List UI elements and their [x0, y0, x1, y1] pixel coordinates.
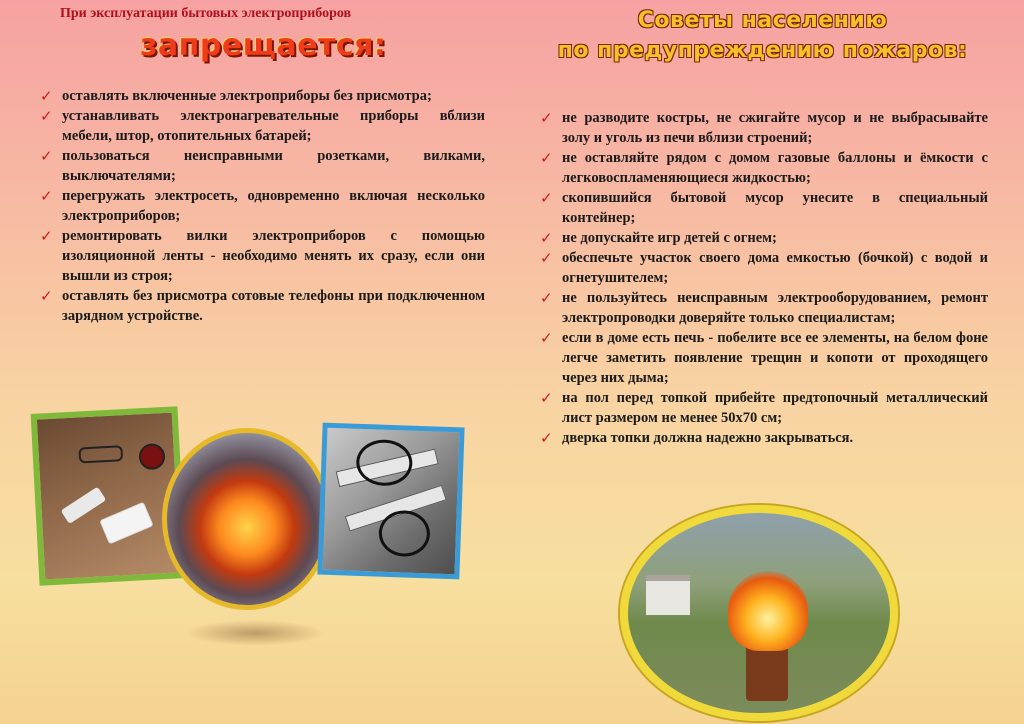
- house-shape: [646, 575, 690, 615]
- list-item: ✓ скопившийся бытовой мусор унесите в специальный контейнер;: [540, 189, 988, 226]
- burning-barrel-photo: [620, 505, 898, 721]
- checkmark-icon: ✓: [540, 329, 553, 347]
- checkmark-icon: ✓: [540, 149, 553, 167]
- list-item: ✓ ремонтировать вилки электроприборов с помощью изоляционной ленты - необходимо менять их сразу, если они вышли из строя;: [40, 227, 485, 284]
- overloaded-socket-photo: [317, 423, 464, 580]
- list-item: ✓ не допускайте игр детей с огнем;: [540, 229, 777, 247]
- list-item: ✓ дверка топки должна надежно закрываться.: [540, 429, 854, 447]
- checkmark-icon: ✓: [40, 227, 53, 245]
- checkmark-icon: ✓: [40, 147, 53, 165]
- phone-charging-photo: [31, 406, 187, 585]
- phone-shape: [99, 502, 153, 545]
- list-item: ✓ устанавливать электронагревательные приборы вблизи мебели, штор, отопительных батарей;: [40, 107, 485, 144]
- checkmark-icon: ✓: [540, 109, 553, 127]
- checkmark-icon: ✓: [540, 289, 553, 307]
- advice-list: [540, 108, 988, 448]
- prohibited-title: запрещается:: [140, 28, 387, 63]
- list-item: ✓ если в доме есть печь - побелите все ее элементы, на белом фоне легче заметить появление трещин и копоти от проходящего через них дыма;: [540, 329, 988, 386]
- advice-title-line1: Советы населению: [637, 8, 888, 33]
- intro-text: При эксплуатации бытовых электроприборов: [60, 6, 352, 21]
- powerbank-shape: [61, 487, 107, 524]
- image-shadow: [185, 620, 325, 646]
- checkmark-icon: ✓: [40, 187, 53, 205]
- list-item: ✓ перегружать электросеть, одновременно включая несколько электроприборов;: [40, 187, 485, 224]
- checkmark-icon: ✓: [40, 87, 53, 105]
- list-item: ✓ не разводите костры, не сжигайте мусор и не выбрасывайте золу и уголь из печи вблизи строений;: [540, 109, 988, 146]
- checkmark-icon: ✓: [40, 287, 53, 305]
- list-item: ✓ на пол перед топкой прибейте предтопочный металлический лист размером не менее 50х70 см;: [540, 389, 988, 426]
- checkmark-icon: ✓: [540, 229, 553, 247]
- list-item: ✓ оставлять включенные электроприборы без присмотра;: [40, 87, 432, 105]
- list-item: ✓ пользоваться неисправными розетками, вилками, выключателями;: [40, 147, 485, 184]
- prohibited-list: [40, 86, 485, 326]
- cup-shape: [138, 443, 165, 470]
- advice-title: [530, 6, 995, 66]
- cable-shape: [378, 510, 431, 558]
- list-item: ✓ не пользуйтесь неисправным электрооборудованием, ремонт электропроводки доверяйте только специалистам;: [540, 289, 988, 326]
- fire-shape: [728, 571, 808, 651]
- checkmark-icon: ✓: [540, 429, 553, 447]
- list-item: ✓ оставлять без присмотра сотовые телефоны при подключенном зарядном устройстве.: [40, 287, 485, 324]
- list-item: ✓ не оставляйте рядом с домом газовые баллоны и ёмкости с легковоспламеняющиеся жидкостью;: [540, 149, 988, 186]
- checkmark-icon: ✓: [540, 249, 553, 267]
- list-item: ✓ обеспечьте участок своего дома емкостью (бочкой) с водой и огнетушителем;: [540, 249, 988, 286]
- burning-fabric-photo: [162, 428, 332, 610]
- checkmark-icon: ✓: [540, 189, 553, 207]
- glasses-shape: [78, 445, 123, 463]
- checkmark-icon: ✓: [40, 107, 53, 125]
- checkmark-icon: ✓: [540, 389, 553, 407]
- advice-title-line2: по предупреждению пожаров:: [557, 38, 968, 63]
